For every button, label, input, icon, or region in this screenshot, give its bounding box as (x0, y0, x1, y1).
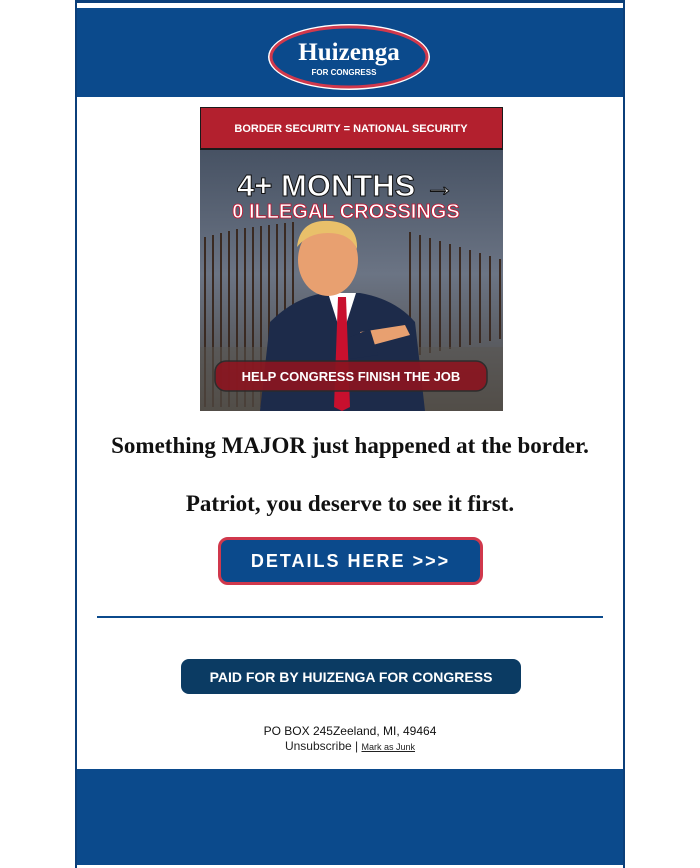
unsubscribe-link[interactable]: Unsubscribe (284, 739, 352, 753)
logo-name: Huizenga (298, 39, 400, 66)
top-stripe (77, 0, 623, 3)
link-separator: | (355, 739, 359, 753)
mark-as-junk-link[interactable]: Mark as Junk (361, 742, 416, 752)
logo-subtitle: FOR CONGRESS (311, 68, 377, 77)
email-footer (77, 769, 623, 865)
email-header (77, 8, 623, 97)
paid-for-badge: PAID FOR BY HUIZENGA FOR CONGRESS (181, 659, 521, 694)
campaign-logo (266, 22, 432, 92)
details-button[interactable]: DETAILS HERE >>> (218, 537, 483, 585)
section-divider (97, 616, 603, 618)
promo-banner-text: BORDER SECURITY = NATIONAL SECURITY (234, 123, 468, 135)
sub-headline: Patriot, you deserve to see it first. (185, 491, 515, 516)
main-headline: Something MAJOR just happened at the border. (111, 433, 589, 458)
mailing-address: PO BOX 245Zeeland, MI, 49464 (263, 724, 437, 738)
promo-image[interactable] (200, 107, 503, 411)
promo-line-2: 0 ILLEGAL CROSSINGS (232, 201, 460, 223)
promo-help-label: HELP CONGRESS FINISH THE JOB (241, 369, 461, 384)
promo-line-1: 4+ MONTHS → (237, 168, 455, 203)
email-container (75, 0, 625, 868)
footer-links (77, 739, 623, 753)
